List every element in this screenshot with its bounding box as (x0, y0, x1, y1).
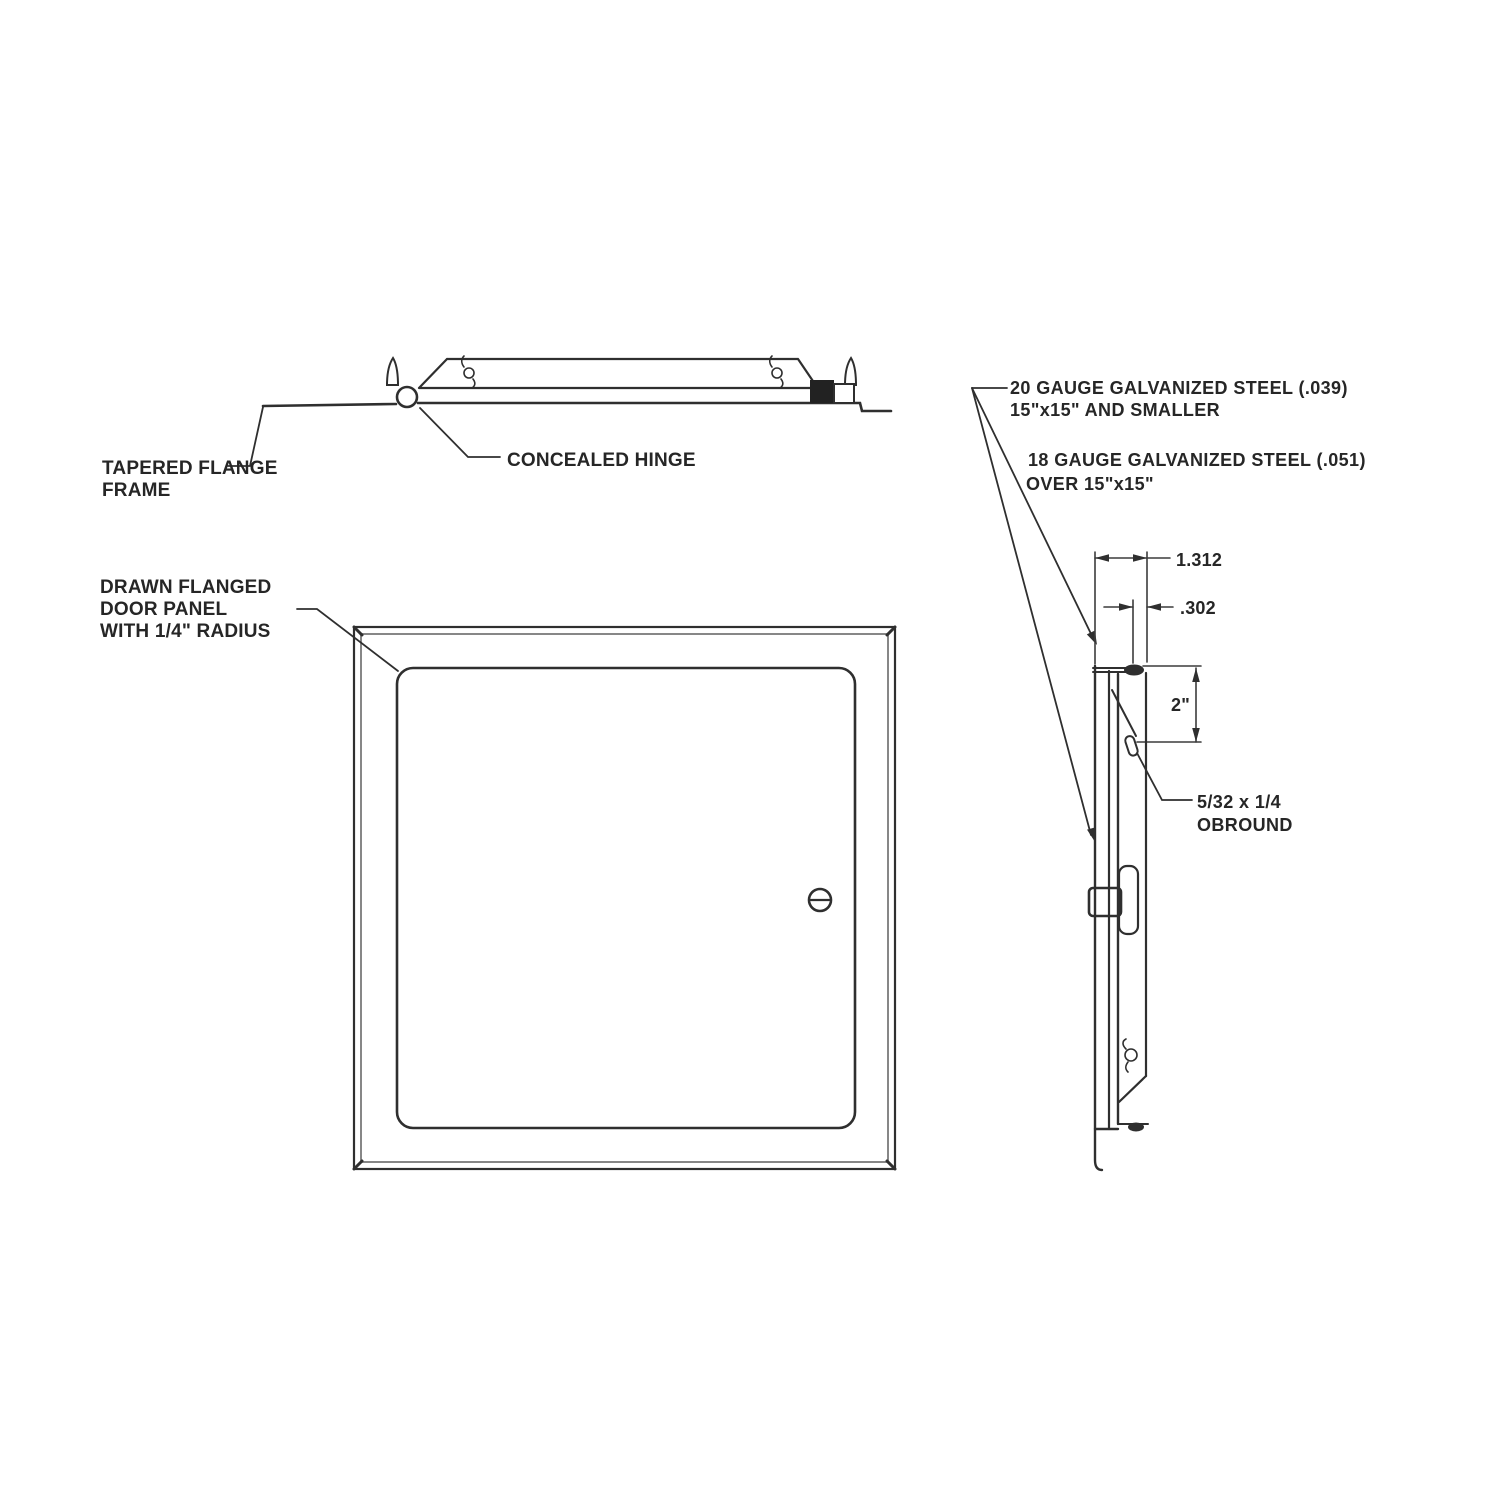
drawn-flanged-label-line3: WITH 1/4" RADIUS (100, 621, 271, 642)
obround-label-line1: 5/32 x 1/4 (1197, 792, 1282, 812)
gauge-note-large-line1: 18 GAUGE GALVANIZED STEEL (.051) (1028, 450, 1366, 470)
tapered-flange-label-line1: TAPERED FLANGE (102, 458, 278, 479)
weld-symbol-right (770, 356, 783, 388)
dim-slot-distance (1192, 668, 1200, 742)
frame-outer-rect (354, 627, 895, 1169)
panel-bottom-taper (1119, 1076, 1146, 1102)
panel-bottom-hem (1128, 1123, 1144, 1132)
latch-side (1089, 866, 1138, 934)
frame-top-hem (1124, 665, 1144, 676)
wall-line-right (418, 403, 891, 411)
weld-symbol-side (1123, 1039, 1137, 1072)
gauge-note-large-line2: OVER 15"x15" (1026, 474, 1154, 494)
frame-corner-ticks (354, 627, 895, 1169)
tapered-flange-label-line2: FRAME (102, 480, 171, 501)
door-panel-leader (297, 609, 398, 671)
cam-latch (809, 889, 831, 911)
latch-cam-section (810, 380, 834, 403)
drawn-flanged-label-line2: DOOR PANEL (100, 599, 228, 620)
frame-front-face (1095, 666, 1102, 1170)
panel-section-outline (419, 359, 817, 388)
annotations (100, 378, 1366, 835)
dim-frame-depth (1095, 554, 1170, 562)
concealed-hinge-leader (420, 408, 500, 457)
drawn-flanged-label-line1: DRAWN FLANGED (100, 577, 272, 598)
wall-line-left (263, 404, 396, 406)
obround-label-line2: OBROUND (1197, 815, 1293, 835)
hinge-circle (397, 387, 417, 407)
dim-text-slot-distance: 2" (1171, 695, 1190, 715)
frame-tab-left (387, 358, 398, 385)
side-view (972, 388, 1201, 1170)
dim-panel-offset (1104, 603, 1173, 611)
gauge-note-small-line2: 15"x15" AND SMALLER (1010, 400, 1221, 420)
dim-text-frame-depth: 1.312 (1176, 550, 1223, 570)
dim-text-panel-offset: .302 (1180, 598, 1216, 618)
weld-symbol-left (462, 356, 475, 388)
latch-body-section (834, 384, 854, 403)
door-panel (397, 668, 855, 1128)
front-view (297, 609, 895, 1169)
gauge-leader-arrow-lower (1087, 827, 1099, 843)
frame-top-flange (1093, 668, 1126, 672)
gauge-note-small-line1: 20 GAUGE GALVANIZED STEEL (.039) (1010, 378, 1348, 398)
gauge-leader-arrow-upper (1087, 630, 1101, 647)
concealed-hinge-label: CONCEALED HINGE (507, 450, 696, 471)
frame-tab-right (845, 358, 856, 385)
flange-taper-line (1112, 690, 1136, 736)
